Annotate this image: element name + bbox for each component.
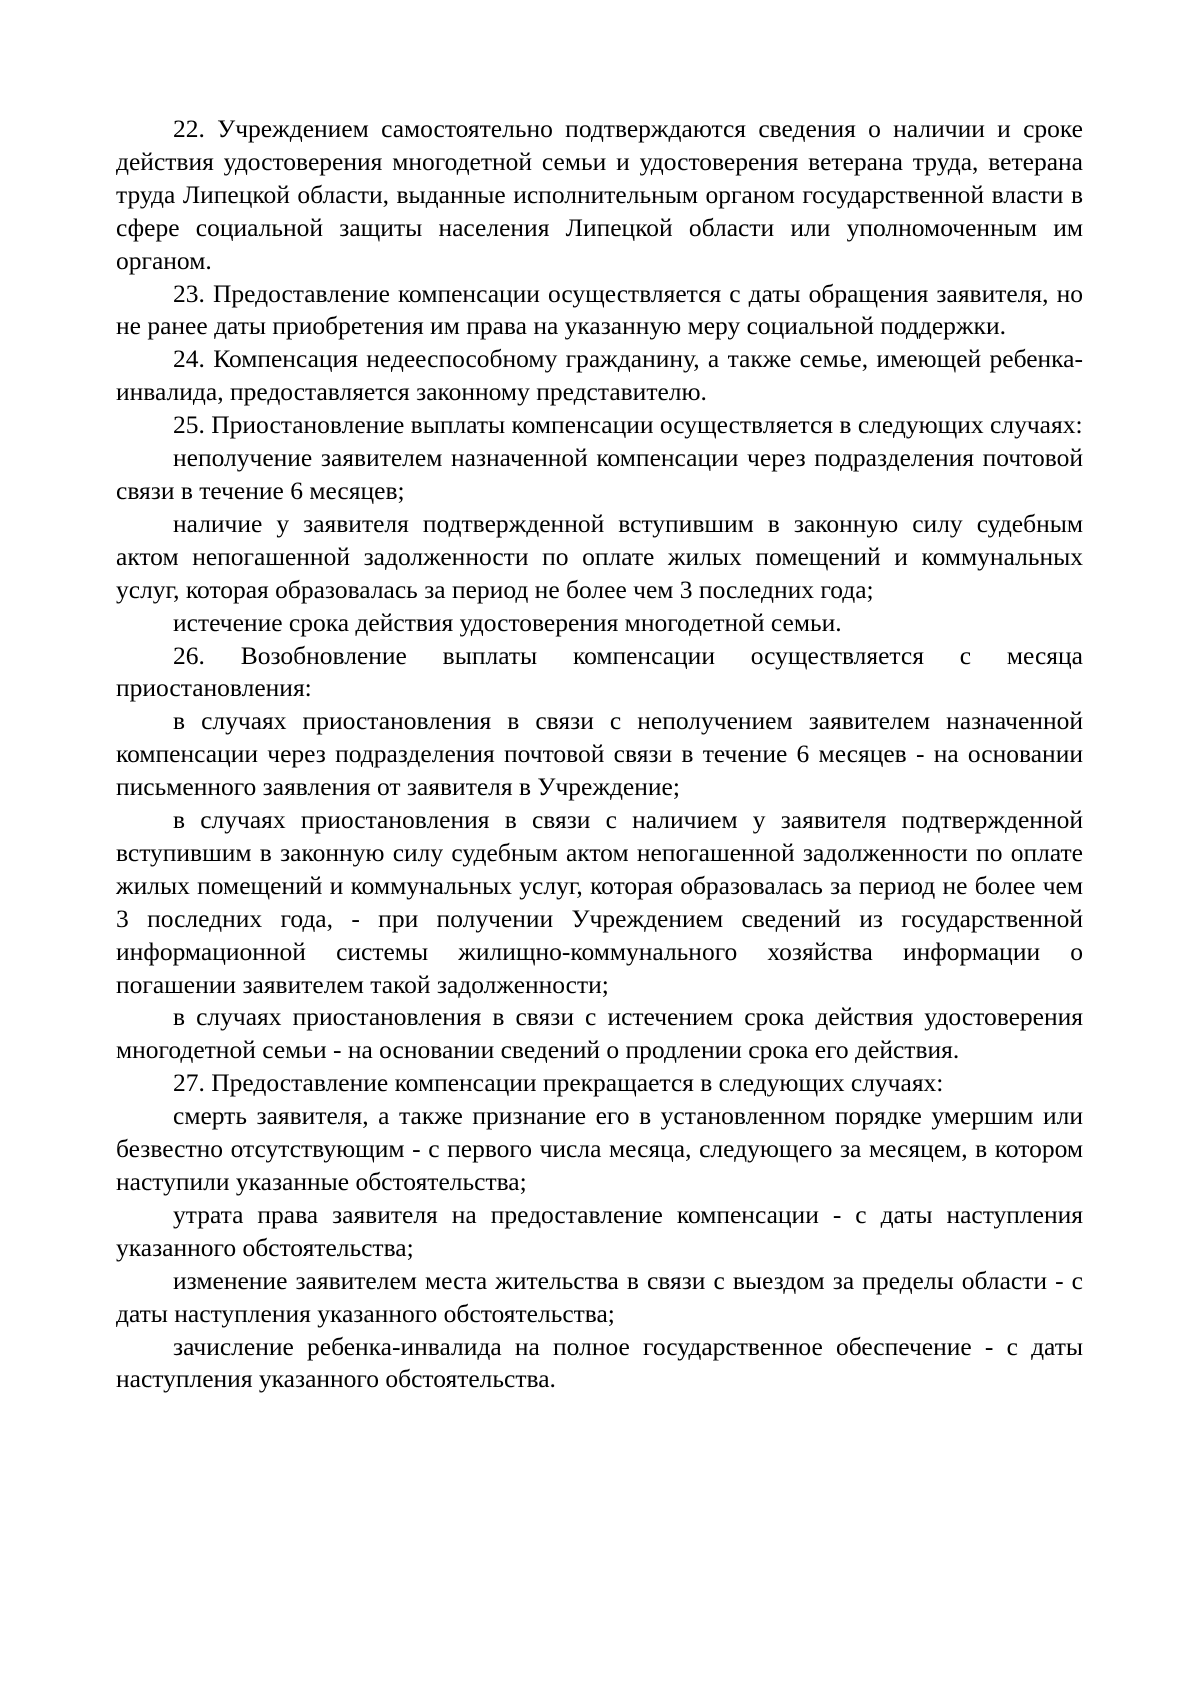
paragraph-25-item-2: наличие у заявителя подтвержденной вступившим в законную силу судебным актом непогашенной задолженности по оплате жилых помещений и коммунальных услуг, которая образовалась за период не более чем 3 последних года; (116, 508, 1083, 604)
paragraph-26-item-2: в случаях приостановления в связи с наличием у заявителя подтвержденной вступившим в законную силу судебным актом непогашенной задолженности по оплате жилых помещений и коммунальных услуг, которая образовалась за период не более чем 3 последних года, - при получении Учреждением сведений из государственной информационной системы жилищно-коммунального хозяйства информации о погашении заявителем такой задолженности; (116, 805, 1083, 999)
paragraph-22: 22. Учреждением самостоятельно подтверждаются сведения о наличии и сроке действия удостоверения многодетной семьи и удостоверения ветерана труда, ветерана труда Липецкой области, выданные исполнительным органом государственной власти в сфере социальной защиты населения Липецкой области или уполномоченным им органом. (116, 114, 1083, 275)
paragraph-24: 24. Компенсация недееспособному гражданину, а также семье, имеющей ребенка-инвалида, предоставляется законному представителю. (116, 344, 1083, 407)
document-page (116, 113, 1083, 1396)
paragraph-26: 26. Возобновление выплаты компенсации осуществляется с месяца приостановления: (116, 640, 1083, 703)
paragraph-27: 27. Предоставление компенсации прекращается в следующих случаях: (173, 1068, 944, 1098)
paragraph-26-item-1: в случаях приостановления в связи с неполучением заявителем назначенной компенсации через подразделения почтовой связи в течение 6 месяцев - на основании письменного заявления от заявителя в Учреждение; (116, 706, 1083, 802)
paragraph-23: 23. Предоставление компенсации осуществляется с даты обращения заявителя, но не ранее даты приобретения им права на указанную меру социальной поддержки. (116, 278, 1083, 341)
paragraph-26-item-3: в случаях приостановления в связи с истечением срока действия удостоверения многодетной семьи - на основании сведений о продлении срока его действия. (116, 1002, 1083, 1065)
paragraph-27-item-1: смерть заявителя, а также признание его в установленном порядке умершим или безвестно отсутствующим - с первого числа месяца, следующего за месяцем, в котором наступили указанные обстоятельства; (116, 1101, 1083, 1196)
paragraph-25: 25. Приостановление выплаты компенсации осуществляется в следующих случаях: (173, 410, 1083, 440)
paragraph-27-item-4: зачисление ребенка-инвалида на полное государственное обеспечение - с даты наступления указанного обстоятельства. (116, 1331, 1083, 1394)
paragraph-27-item-3: изменение заявителем места жительства в связи с выездом за пределы области - с даты наступления указанного обстоятельства; (116, 1265, 1083, 1328)
paragraph-25-item-3: истечение срока действия удостоверения многодетной семьи. (173, 607, 842, 637)
paragraph-27-item-2: утрата права заявителя на предоставление компенсации - с даты наступления указанного обстоятельства; (116, 1199, 1083, 1262)
paragraph-25-item-1: неполучение заявителем назначенной компенсации через подразделения почтовой связи в течение 6 месяцев; (116, 443, 1083, 505)
